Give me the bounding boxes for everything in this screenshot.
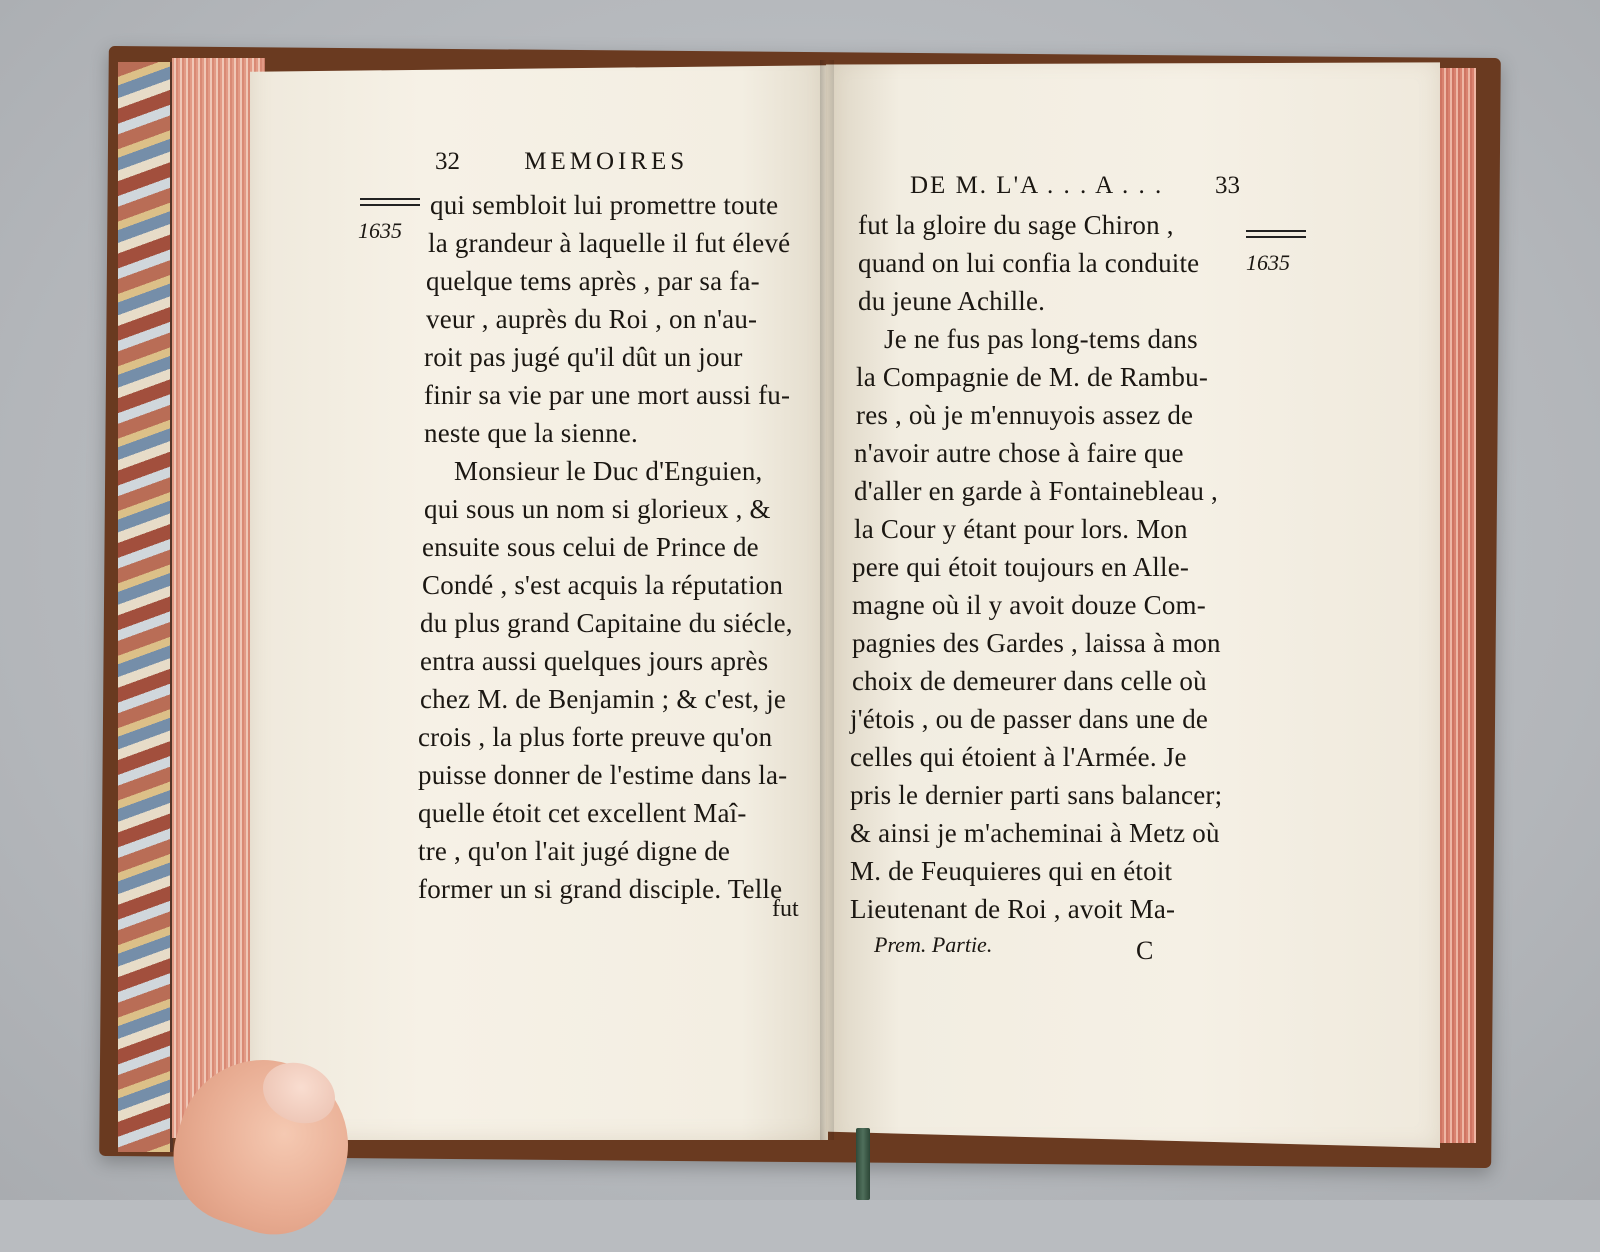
left-catchword: fut	[772, 896, 799, 922]
left-line: veur , auprès du Roi , on n'au-	[426, 304, 758, 334]
right-running-title: DE M. L'A . . . A . . .	[910, 172, 1164, 199]
left-line: former un si grand disciple. Telle	[418, 874, 783, 904]
right-line: j'étois , ou de passer dans une de	[850, 704, 1209, 734]
right-line: celles qui étoient à l'Armée. Je	[850, 742, 1187, 772]
left-running-title: MEMOIRES	[524, 148, 689, 175]
left-margin-rule	[360, 198, 420, 206]
left-page-number: 32	[435, 148, 460, 175]
left-line: Condé , s'est acquis la réputation	[422, 570, 784, 600]
right-line: magne où il y avoit douze Com-	[852, 590, 1206, 620]
left-line: qui sous un nom si glorieux , &	[424, 494, 771, 524]
right-line: d'aller en garde à Fontainebleau ,	[854, 476, 1219, 506]
right-line: pagnies des Gardes , laissa à mon	[852, 628, 1221, 658]
left-line: qui sembloit lui promettre toute	[430, 190, 779, 220]
left-line: puisse donner de l'estime dans la-	[418, 760, 788, 790]
left-line: quelle étoit cet excellent Maî-	[418, 798, 747, 828]
bookmark-ribbon	[856, 1128, 870, 1200]
left-line: finir sa vie par une mort aussi fu-	[424, 380, 791, 410]
page-edges-right	[1436, 68, 1476, 1143]
left-line: roit pas jugé qu'il dût un jour	[424, 342, 743, 372]
left-line: neste que la sienne.	[424, 418, 638, 448]
left-line: chez M. de Benjamin ; & c'est, je	[420, 684, 787, 714]
left-line: Monsieur le Duc d'Enguien,	[454, 456, 763, 486]
right-line: & ainsi je m'acheminai à Metz où	[850, 818, 1220, 848]
right-line: choix de demeurer dans celle où	[852, 666, 1207, 696]
right-line: Lieutenant de Roi , avoit Ma-	[850, 894, 1176, 924]
right-line: du jeune Achille.	[858, 286, 1046, 316]
right-line: res , où je m'ennuyois assez de	[856, 400, 1194, 430]
right-line: pris le dernier parti sans balancer;	[850, 780, 1223, 810]
left-line: crois , la plus forte preuve qu'on	[418, 722, 773, 752]
left-line: ensuite sous celui de Prince de	[422, 532, 759, 562]
right-line: n'avoir autre chose à faire que	[854, 438, 1184, 468]
right-margin-rule	[1246, 230, 1306, 238]
left-line: quelque tems après , par sa fa-	[426, 266, 760, 296]
left-line: du plus grand Capitaine du siécle,	[420, 608, 793, 638]
right-page-header	[910, 172, 1240, 200]
left-margin-year: 1635	[358, 218, 402, 243]
marbled-endpaper	[118, 62, 173, 1152]
right-line: la Compagnie de M. de Rambu-	[856, 362, 1209, 392]
left-line: tre , qu'on l'ait jugé digne de	[418, 836, 731, 866]
right-margin-year: 1635	[1246, 250, 1290, 275]
right-line: Je ne fus pas long-tems dans	[884, 324, 1198, 354]
right-line: fut la gloire du sage Chiron ,	[858, 210, 1174, 240]
right-line: M. de Feuquieres qui en étoit	[850, 856, 1173, 886]
signature-title: Prem. Partie.	[874, 932, 993, 957]
right-line: pere qui étoit toujours en Alle-	[852, 552, 1190, 582]
book-gutter	[820, 60, 834, 1140]
signature-mark: C	[1136, 936, 1154, 965]
left-page-header	[435, 148, 735, 176]
right-line: la Cour y étant pour lors. Mon	[854, 514, 1188, 544]
right-line: quand on lui confia la conduite	[858, 248, 1200, 278]
left-line: entra aussi quelques jours après	[420, 646, 769, 676]
right-page-number: 33	[1215, 172, 1240, 199]
left-line: la grandeur à laquelle il fut élevé	[428, 228, 791, 258]
